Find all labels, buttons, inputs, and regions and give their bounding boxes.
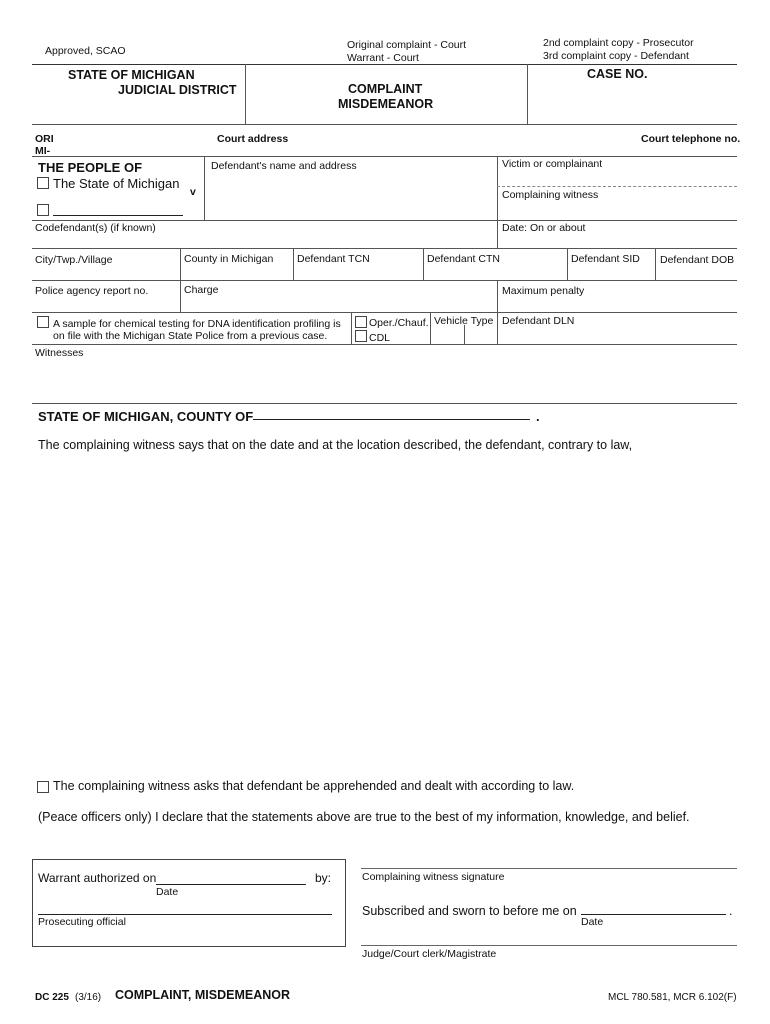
dna-top-rule xyxy=(32,312,737,313)
dna-divider xyxy=(351,312,352,344)
subscribed-date-caption: Date xyxy=(581,916,604,928)
oper-chauf-label: Oper./Chauf. xyxy=(369,317,429,329)
dob-label: Defendant DOB xyxy=(660,254,735,266)
charge-divider xyxy=(497,280,498,312)
police-divider xyxy=(180,280,181,312)
parties-top-rule xyxy=(32,156,737,157)
victim-rule xyxy=(497,186,737,187)
sid-label: Defendant SID xyxy=(571,253,640,265)
judicial-district: JUDICIAL DISTRICT xyxy=(118,83,237,97)
tcn-divider xyxy=(423,248,424,280)
people-divider xyxy=(204,156,205,220)
sid-divider xyxy=(655,248,656,280)
victim-divider xyxy=(497,156,498,248)
ctn-label: Defendant CTN xyxy=(427,253,500,265)
people-of-label: THE PEOPLE OF xyxy=(38,160,143,175)
mi-label: MI- xyxy=(35,145,51,157)
dna-text-line1: A sample for chemical testing for DNA identification profiling is xyxy=(53,318,341,330)
warrant-date-field[interactable] xyxy=(156,884,306,885)
subscribed-date-field[interactable] xyxy=(581,914,726,915)
copy-third: 3rd complaint copy - Defendant xyxy=(543,50,689,62)
title-misdemeanor: MISDEMEANOR xyxy=(338,97,434,111)
case-no-label: CASE NO. xyxy=(587,67,648,81)
versus-label: v xyxy=(190,186,196,198)
case-no-field[interactable] xyxy=(540,82,730,118)
witnesses-top-rule xyxy=(32,344,737,345)
state-of-michigan-checkbox[interactable] xyxy=(37,177,49,189)
subscribed-label: Subscribed and sworn to before me on xyxy=(362,904,577,918)
vehicle-right-divider xyxy=(497,312,498,344)
tcn-label: Defendant TCN xyxy=(297,253,370,265)
complaining-witness-label: Complaining witness xyxy=(502,189,599,201)
police-report-label: Police agency report no. xyxy=(35,285,149,297)
city-divider xyxy=(180,248,181,280)
apprehend-checkbox[interactable] xyxy=(37,781,49,793)
header-bottom-rule xyxy=(32,124,737,125)
header-divider-left xyxy=(245,64,246,124)
vehicle-type-label: Vehicle Type xyxy=(434,315,494,327)
charge-top-rule xyxy=(32,280,737,281)
subscribed-period: . xyxy=(729,904,733,918)
dna-text-line2: on file with the Michigan State Police from a previous case. xyxy=(53,330,328,342)
declaration-text: (Peace officers only) I declare that the statements above are true to the best of my information, knowledge, and belief. xyxy=(38,810,690,824)
witness-signature-line[interactable] xyxy=(361,868,737,869)
oper-divider xyxy=(430,312,431,344)
copy-original: Original complaint - Court xyxy=(347,39,467,51)
complaint-statement: The complaining witness says that on the date and at the location described, the defendant, contrary to law, xyxy=(38,438,633,452)
form-title: COMPLAINT, MISDEMEANOR xyxy=(115,988,290,1002)
copy-second: 2nd complaint copy - Prosecutor xyxy=(543,37,694,49)
witnesses-label: Witnesses xyxy=(35,347,84,359)
county-label: County in Michigan xyxy=(184,253,274,265)
state-of-michigan-option: The State of Michigan xyxy=(53,176,180,191)
county-of-field[interactable] xyxy=(253,419,530,420)
witness-signature-label: Complaining witness signature xyxy=(362,871,505,883)
max-penalty-label: Maximum penalty xyxy=(502,285,585,297)
apprehend-text: The complaining witness asks that defendant be apprehended and dealt with according to law. xyxy=(53,779,575,793)
form-revision: (3/16) xyxy=(75,992,102,1003)
state-of-michigan: STATE OF MICHIGAN xyxy=(68,68,195,82)
county-of-label: STATE OF MICHIGAN, COUNTY OF xyxy=(38,409,254,424)
prosecuting-official-label: Prosecuting official xyxy=(38,916,126,928)
prosecuting-official-line[interactable] xyxy=(38,914,332,915)
warrant-by-label: by: xyxy=(315,871,332,885)
dna-checkbox[interactable] xyxy=(37,316,49,328)
charge-label: Charge xyxy=(184,284,219,296)
ctn-divider xyxy=(567,248,568,280)
judge-signature-line[interactable] xyxy=(361,945,737,946)
vehicle-divider xyxy=(464,325,465,344)
cdl-checkbox[interactable] xyxy=(355,330,367,342)
header-divider-right xyxy=(527,64,528,124)
title-complaint: COMPLAINT xyxy=(348,82,423,96)
other-plaintiff-line[interactable] xyxy=(53,215,183,216)
county-divider xyxy=(293,248,294,280)
county-of-period: . xyxy=(536,409,540,424)
date-on-about-label: Date: On or about xyxy=(502,222,586,234)
defendant-name-address-label: Defendant's name and address xyxy=(211,160,357,172)
codefendants-label: Codefendant(s) (if known) xyxy=(35,222,156,234)
warrant-date-caption: Date xyxy=(156,886,179,898)
codefendant-rule xyxy=(32,220,737,221)
ori-label: ORI xyxy=(35,133,54,145)
fields-top-rule xyxy=(32,248,737,249)
oper-chauf-checkbox[interactable] xyxy=(355,316,367,328)
approved-scao: Approved, SCAO xyxy=(45,45,126,57)
citation: MCL 780.581, MCR 6.102(F) xyxy=(608,992,737,1003)
body-top-rule xyxy=(32,403,737,404)
dln-label: Defendant DLN xyxy=(502,315,575,327)
court-telephone-label: Court telephone no. xyxy=(641,133,741,145)
copy-warrant: Warrant - Court xyxy=(347,52,419,64)
judge-label: Judge/Court clerk/Magistrate xyxy=(362,948,497,960)
other-plaintiff-checkbox[interactable] xyxy=(37,204,49,216)
warrant-authorized-label: Warrant authorized on xyxy=(38,871,157,885)
city-label: City/Twp./Village xyxy=(35,254,113,266)
header-top-rule xyxy=(32,64,737,65)
victim-label: Victim or complainant xyxy=(502,158,603,170)
court-address-label: Court address xyxy=(217,133,289,145)
form-number: DC 225 xyxy=(35,992,69,1003)
cdl-label: CDL xyxy=(369,332,391,344)
